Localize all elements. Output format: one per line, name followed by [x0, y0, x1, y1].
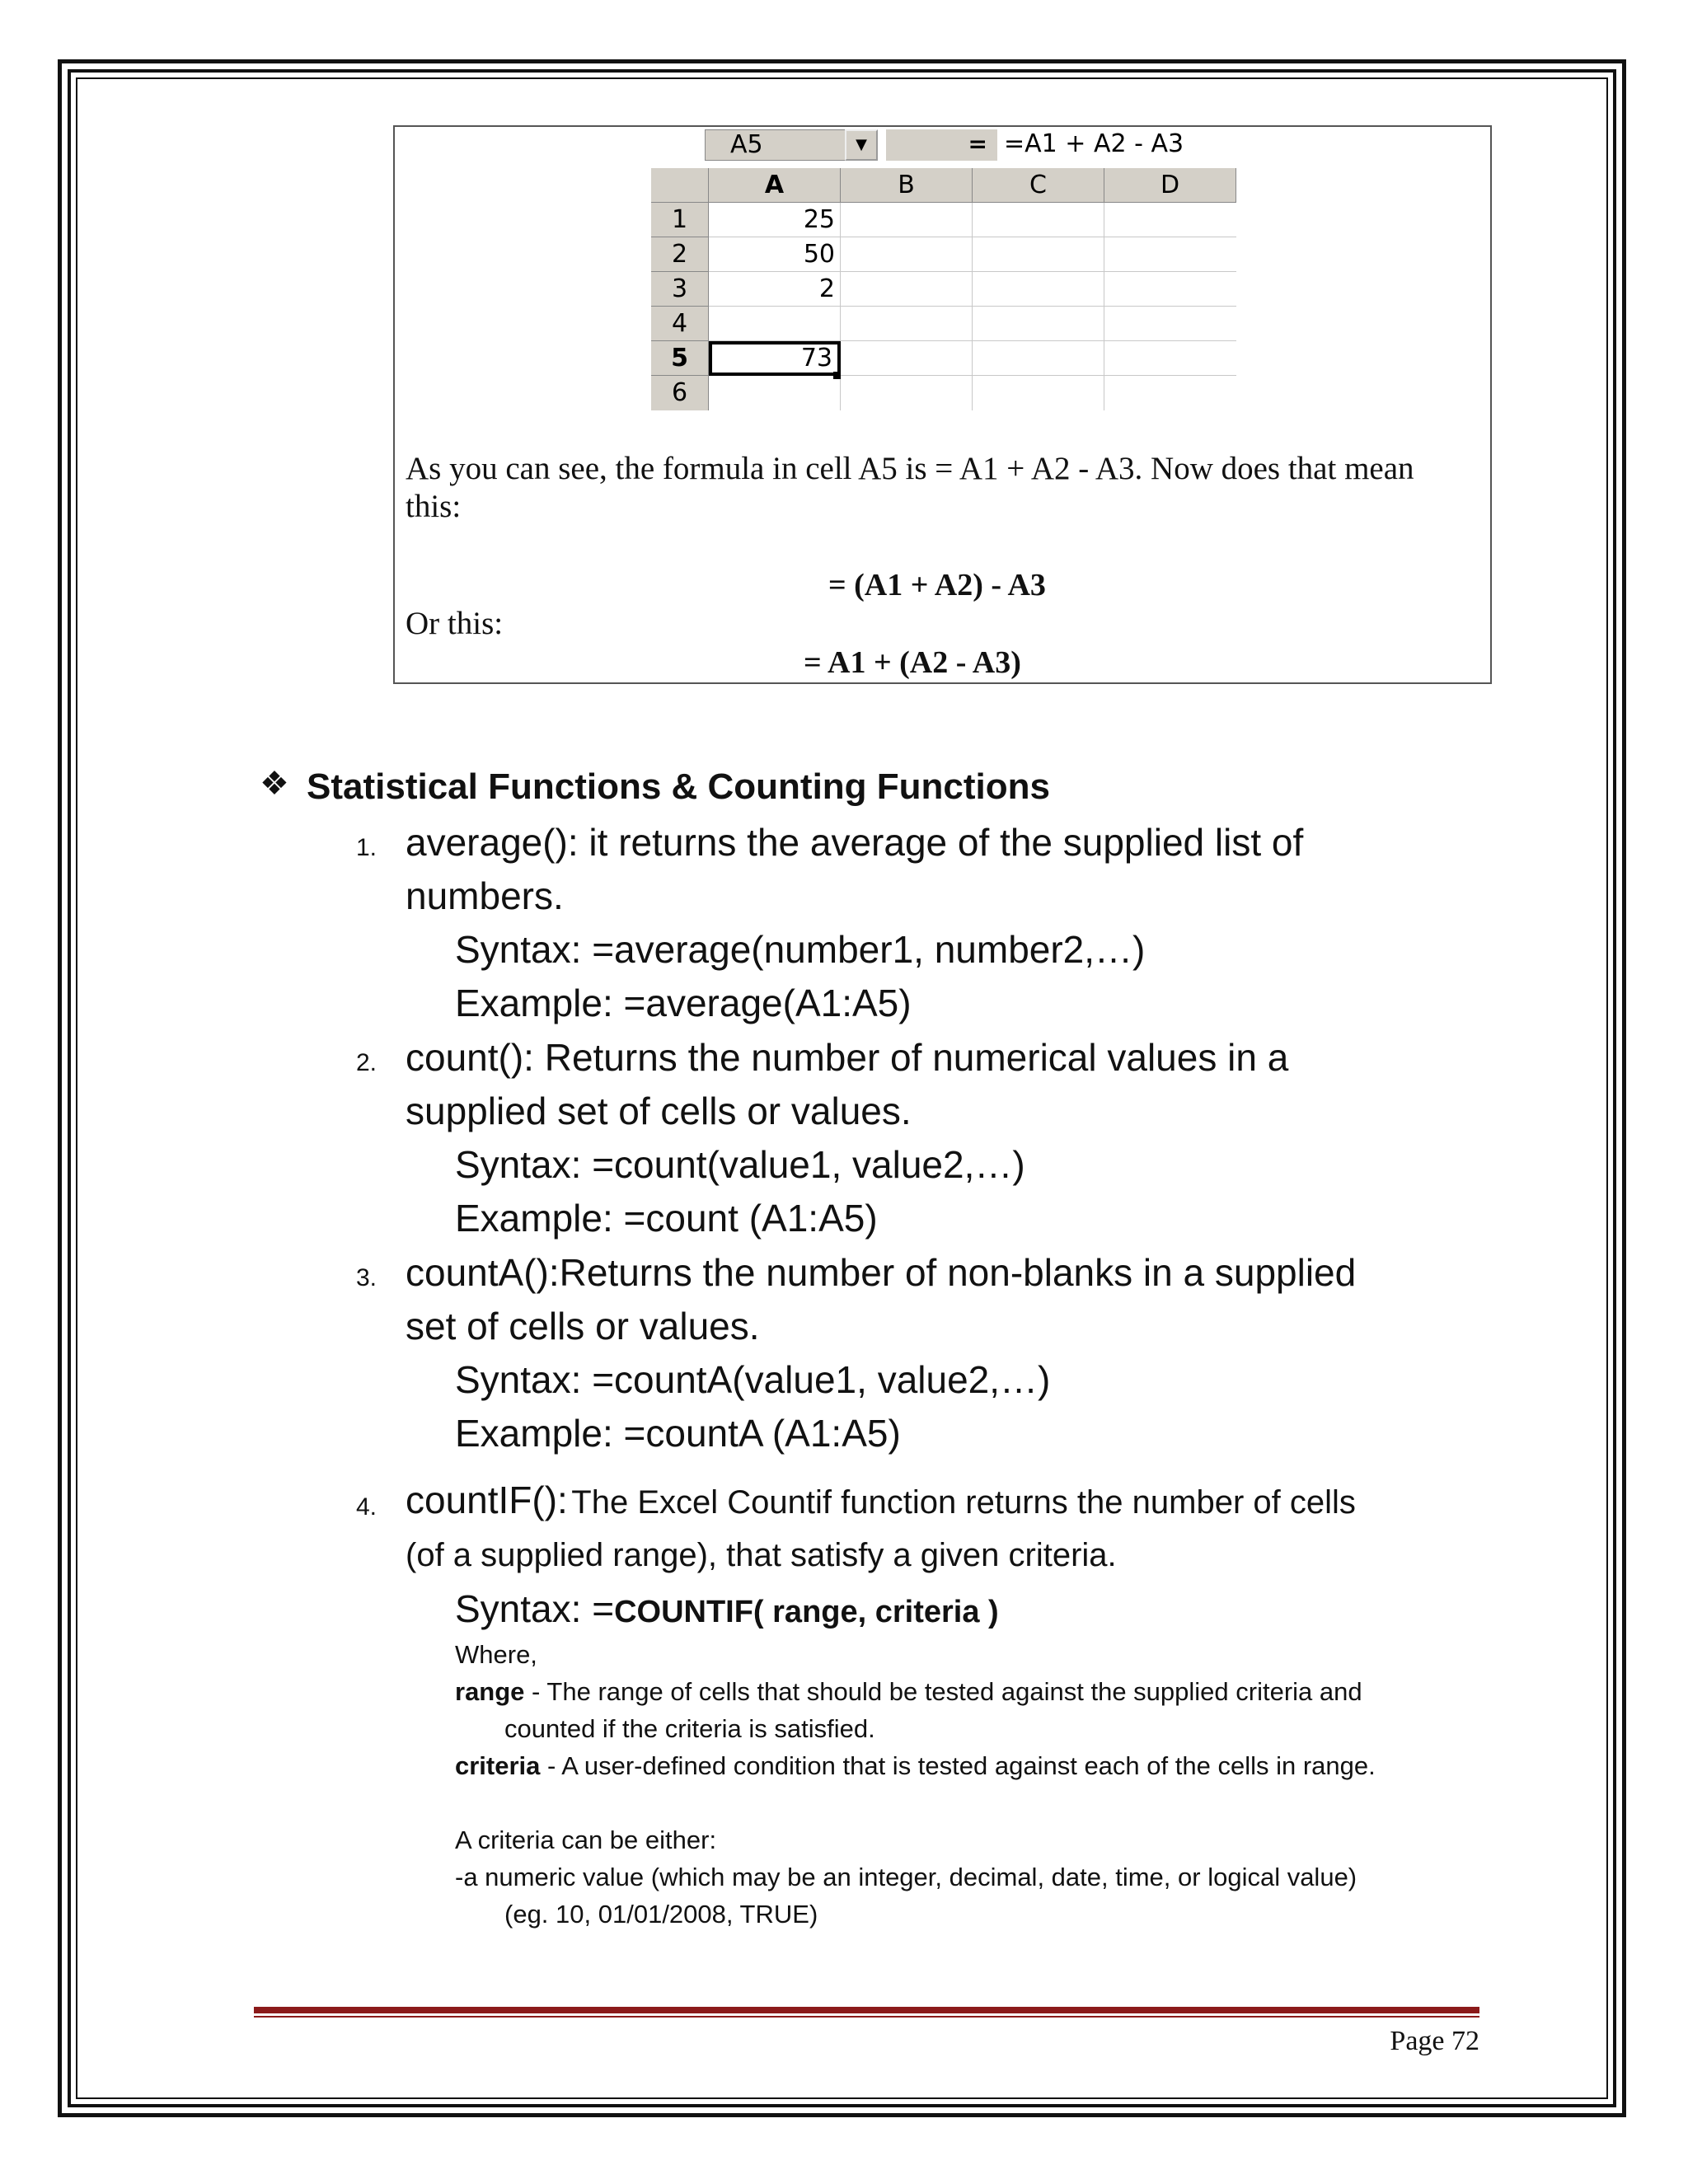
function-count-desc-cont: supplied set of cells or values. [406, 1090, 912, 1132]
fill-handle[interactable] [833, 372, 841, 379]
cell-d4[interactable] [1104, 307, 1236, 341]
range-term: range [455, 1677, 525, 1706]
range-definition [455, 1677, 1362, 1707]
cell-a3[interactable]: 2 [709, 272, 841, 307]
page-number: Page 72 [1390, 2026, 1479, 2056]
list-number-4: 4. [356, 1493, 377, 1521]
example-intro: As you can see, the formula in cell A5 is = A1 + A2 - A3. Now does that mean this: [406, 451, 1414, 524]
function-countif-desc: The Excel Countif function returns the number of cells [571, 1484, 1356, 1521]
column-header-a[interactable]: A [709, 168, 841, 203]
cell-a4[interactable] [709, 307, 841, 341]
cell-b3[interactable] [841, 272, 973, 307]
cell-c5[interactable] [973, 341, 1104, 376]
cell-b2[interactable] [841, 237, 973, 272]
function-count-example: Example: =count (A1:A5) [455, 1197, 878, 1240]
criteria-definition [455, 1751, 1376, 1781]
function-countif-syntax-line [455, 1586, 999, 1631]
function-count-desc: count(): Returns the number of numerical values in a [406, 1036, 1289, 1079]
function-average-syntax: Syntax: =average(number1, number2,…) [455, 928, 1146, 971]
function-counta-desc: countA():Returns the number of non-blanks in a supplied [406, 1251, 1357, 1294]
row-header-2[interactable]: 2 [651, 237, 709, 272]
cell-a6[interactable] [709, 376, 841, 410]
function-countif-syntax-prefix: Syntax: = [455, 1587, 615, 1630]
row-header-1[interactable]: 1 [651, 203, 709, 237]
criteria-either-label: A criteria can be either: [455, 1825, 717, 1854]
where-label: Where, [455, 1640, 537, 1669]
diamond-bullet-icon: ❖ [260, 766, 289, 802]
cell-b1[interactable] [841, 203, 973, 237]
footer-rule-thin [254, 2016, 1479, 2018]
footer-rule-thick [254, 2007, 1479, 2013]
cell-b6[interactable] [841, 376, 973, 410]
cell-d2[interactable] [1104, 237, 1236, 272]
range-description-cont: counted if the criteria is satisfied. [504, 1714, 875, 1743]
or-this-label: Or this: [406, 606, 504, 641]
name-box-dropdown-icon[interactable]: ▼ [845, 129, 878, 161]
cell-b4[interactable] [841, 307, 973, 341]
function-countif-syntax-code: COUNTIF( range, criteria ) [614, 1595, 999, 1629]
cell-d3[interactable] [1104, 272, 1236, 307]
function-counta-desc-cont: set of cells or values. [406, 1305, 760, 1347]
formula-option-2: = A1 + (A2 - A3) [804, 645, 1021, 680]
formula-bar[interactable]: =A1 + A2 - A3 [1004, 129, 1184, 158]
list-number-3: 3. [356, 1264, 377, 1291]
list-number-1: 1. [356, 834, 377, 861]
function-countif-desc-cont: (of a supplied range), that satisfy a given criteria. [406, 1537, 1117, 1573]
function-countif-name: countIF(): [406, 1479, 568, 1521]
cell-c6[interactable] [973, 376, 1104, 410]
function-counta-example: Example: =countA (A1:A5) [455, 1412, 901, 1455]
row-header-4[interactable]: 4 [651, 307, 709, 341]
column-header-d[interactable]: D [1104, 168, 1236, 203]
row-header-6[interactable]: 6 [651, 376, 709, 410]
name-box[interactable]: A5 [705, 129, 878, 161]
function-average-example: Example: =average(A1:A5) [455, 982, 912, 1024]
cell-c4[interactable] [973, 307, 1104, 341]
function-average-desc: average(): it returns the average of the supplied list of [406, 821, 1304, 864]
range-description: - The range of cells that should be tested against the supplied criteria and [532, 1677, 1362, 1706]
function-count-syntax: Syntax: =count(value1, value2,…) [455, 1143, 1025, 1186]
row-header-5[interactable]: 5 [651, 341, 709, 376]
cell-d5[interactable] [1104, 341, 1236, 376]
cell-d1[interactable] [1104, 203, 1236, 237]
cell-a5-active[interactable]: 73 [709, 341, 841, 376]
column-header-b[interactable]: B [841, 168, 973, 203]
criteria-description: - A user-defined condition that is tested against each of the cells in range. [547, 1751, 1376, 1780]
cell-c1[interactable] [973, 203, 1104, 237]
criteria-numeric-examples: (eg. 10, 01/01/2008, TRUE) [504, 1900, 818, 1929]
criteria-numeric-value: -a numeric value (which may be an integer, decimal, date, time, or logical value) [455, 1863, 1357, 1891]
formula-equals-button[interactable]: = [886, 129, 997, 161]
formula-option-1: = (A1 + A2) - A3 [828, 568, 1046, 602]
section-title: Statistical Functions & Counting Functions [307, 766, 1050, 807]
function-counta-syntax: Syntax: =countA(value1, value2,…) [455, 1358, 1051, 1401]
function-average-desc-cont: numbers. [406, 874, 564, 917]
cell-a2[interactable]: 50 [709, 237, 841, 272]
row-header-3[interactable]: 3 [651, 272, 709, 307]
column-header-c[interactable]: C [973, 168, 1104, 203]
cell-c2[interactable] [973, 237, 1104, 272]
criteria-term: criteria [455, 1751, 541, 1780]
cell-b5[interactable] [841, 341, 973, 376]
select-all-corner[interactable] [651, 168, 709, 203]
cell-a1[interactable]: 25 [709, 203, 841, 237]
cell-c3[interactable] [973, 272, 1104, 307]
list-number-2: 2. [356, 1049, 377, 1076]
function-countif-line [406, 1478, 1356, 1522]
